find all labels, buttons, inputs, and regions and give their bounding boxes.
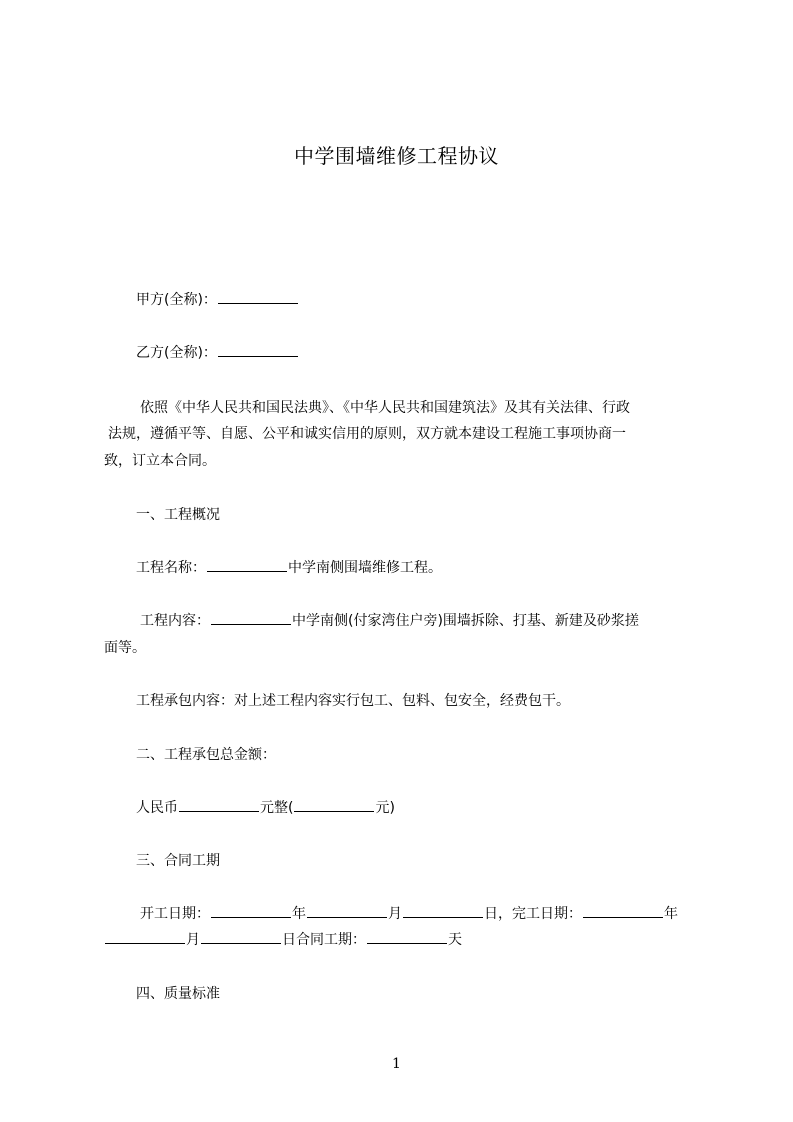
end-date-label: 日，完工日期：: [484, 906, 582, 922]
party-a-line: [136, 290, 299, 310]
start-year-unit: 年: [292, 906, 306, 922]
end-year-unit: 年: [664, 906, 678, 922]
amount-mid: 元整(: [260, 800, 294, 816]
project-name-line: [136, 558, 442, 578]
duration-label: 日合同工期：: [282, 932, 366, 948]
end-month-blank[interactable]: [105, 931, 185, 944]
party-b-blank[interactable]: [218, 344, 298, 357]
project-content-blank[interactable]: [211, 612, 291, 625]
end-year-blank[interactable]: [583, 905, 663, 918]
intro-line-2: 法规，遵循平等、自愿、公平和诚实信用的原则，双方就本建设工程施工事项协商一: [108, 426, 626, 442]
contract-scope: 工程承包内容：对上述工程内容实行包工、包料、包安全，经费包干。: [136, 693, 570, 709]
party-a-blank[interactable]: [218, 291, 298, 304]
document-title: 中学围墙维修工程协议: [294, 144, 499, 168]
amount-prefix: 人民币: [136, 800, 178, 816]
section-3-heading: 三、合同工期: [136, 853, 220, 869]
amount-words-blank[interactable]: [179, 799, 259, 812]
amount-number-blank[interactable]: [294, 799, 374, 812]
start-month-unit: 月: [388, 906, 402, 922]
project-content-text: 中学南侧(付家湾住户旁)围墙拆除、打基、新建及砂浆搓: [292, 613, 639, 629]
start-year-blank[interactable]: [211, 905, 291, 918]
party-b-line: [136, 343, 299, 363]
schedule-line-1: [140, 904, 678, 924]
days-unit: 天: [448, 932, 462, 948]
schedule-line-2: [104, 930, 462, 950]
project-name-text: 中学南侧围墙维修工程。: [288, 560, 442, 576]
project-content-label: 工程内容：: [140, 613, 210, 629]
project-content-line: [140, 611, 639, 631]
intro-line-1: 依照《中华人民共和国民法典》、《中华人民共和国建筑法》及其有关法律、行政: [140, 400, 630, 416]
section-4-heading: 四、质量标准: [136, 986, 220, 1002]
project-name-blank[interactable]: [207, 559, 287, 572]
end-month-unit: 月: [186, 932, 200, 948]
start-day-blank[interactable]: [403, 905, 483, 918]
party-b-label: 乙方(全称)：: [136, 345, 217, 361]
duration-blank[interactable]: [367, 931, 447, 944]
amount-suffix: 元): [375, 800, 395, 816]
start-month-blank[interactable]: [307, 905, 387, 918]
project-content-line-2: 面等。: [104, 640, 146, 656]
section-2-heading: 二、工程承包总金额：: [136, 747, 276, 763]
project-name-label: 工程名称：: [136, 560, 206, 576]
start-date-label: 开工日期：: [140, 906, 210, 922]
party-a-label: 甲方(全称)：: [136, 292, 217, 308]
section-1-heading: 一、工程概况: [136, 507, 220, 523]
amount-line: [136, 798, 395, 818]
page-number: 1: [392, 1056, 401, 1072]
end-day-blank[interactable]: [201, 931, 281, 944]
intro-line-3: 致，订立本合同。: [104, 453, 216, 469]
